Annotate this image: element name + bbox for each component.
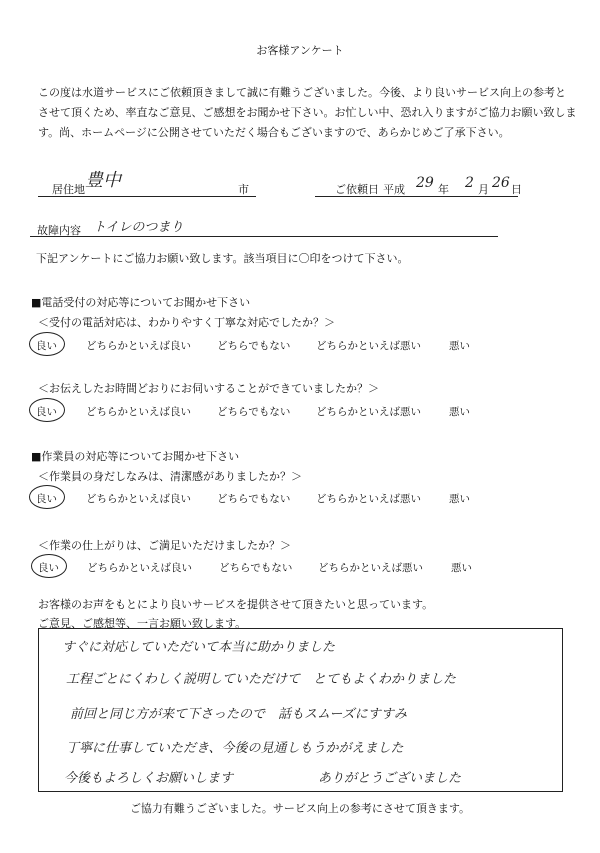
comment-line-1: すぐに対応していただいて本当に助かりました (62, 640, 336, 655)
q1-option-neutral: どちらでもない (217, 340, 291, 352)
comment-line-4: 丁寧に仕事していただき、今後の見通しもうかがえました (66, 741, 404, 756)
q3-option-somewhat-good: どちらかといえば良い (86, 493, 191, 505)
q1-answer-circle (29, 332, 65, 356)
request-date-era: 平成 (383, 183, 405, 196)
request-date-year: 29 (416, 175, 434, 191)
q2-text: ＜お伝えしたお時間どおりにお伺いすることができていましたか？＞ (38, 382, 379, 395)
issue-label: 故障内容 (37, 224, 81, 237)
comment-line-5: 今後もよろしくお願いします (64, 771, 234, 786)
q1-option-somewhat-bad: どちらかといえば悪い (316, 340, 421, 352)
q3-option-somewhat-bad: どちらかといえば悪い (316, 493, 421, 505)
q3-text: ＜作業員の身だしなみは、清潔感がありましたか？＞ (38, 470, 302, 483)
comment-line-2: 工程ごとにくわしく説明していただけて とてもよくわかりました (66, 672, 457, 687)
q3-answer-circle (29, 485, 65, 509)
intro-line-1: この度は水道サービスにご依頼頂きまして誠に有難うございました。今後、より良いサービス向上の参考と (38, 86, 566, 99)
request-date-year-unit: 年 (438, 183, 449, 196)
request-date-label: ご依頼日 (335, 183, 379, 196)
comment-line-6: ありがとうございました (318, 771, 462, 786)
request-date-month-unit: 月 (478, 183, 489, 196)
residence-value: 豊中 (85, 170, 121, 191)
request-date-day: 26 (492, 175, 510, 191)
q4-option-neutral: どちらでもない (219, 562, 293, 574)
section2-heading: ■作業員の対応等についてお聞かせ下さい (31, 450, 240, 463)
comments-label: ご意見、ご感想等、一言お願い致します。 (38, 617, 247, 630)
q1-text: ＜受付の電話対応は、わかりやすく丁寧な対応でしたか？＞ (38, 316, 335, 329)
q2-option-good: 良い (36, 406, 57, 418)
q4-option-good: 良い (38, 562, 59, 574)
q1-option-bad: 悪い (449, 340, 470, 352)
footer-text: ご協力有難うございました。サービス向上の参考にさせて頂きます。 (129, 802, 471, 815)
q1-option-good: 良い (36, 340, 57, 352)
issue-underline (30, 236, 498, 237)
q4-option-somewhat-bad: どちらかといえば悪い (318, 562, 423, 574)
q4-answer-circle (31, 554, 67, 578)
section1-heading: ■電話受付の対応等についてお聞かせ下さい (31, 296, 251, 309)
q4-text: ＜作業の仕上がりは、ご満足いただけましたか？＞ (38, 539, 291, 552)
q4-option-somewhat-good: どちらかといえば良い (87, 562, 192, 574)
q2-option-neutral: どちらでもない (217, 406, 291, 418)
q3-option-neutral: どちらでもない (217, 493, 291, 505)
q1-option-somewhat-good: どちらかといえば良い (86, 340, 191, 352)
q2-option-somewhat-good: どちらかといえば良い (86, 406, 191, 418)
request-date-underline (315, 196, 518, 197)
issue-value: トイレのつまり (93, 220, 184, 235)
comments-intro: お客様のお声をもとにより良いサービスを提供させて頂きたいと思っています。 (38, 598, 434, 611)
request-date-day-unit: 日 (511, 183, 522, 196)
page-title: お客様アンケート (256, 44, 344, 57)
intro-line-2: させて頂くため、率直なご意見、ご感想をお聞かせ下さい。お忙しい中、恐れ入りますがご協力お願い致しま (38, 106, 577, 119)
q3-option-bad: 悪い (449, 493, 470, 505)
q2-option-somewhat-bad: どちらかといえば悪い (316, 406, 421, 418)
intro-line-3: す。尚、ホームページに公開させていただく場合もございますので、あらかじめご了承下さい。 (38, 126, 510, 139)
residence-label: 居住地 (52, 183, 85, 196)
q2-answer-circle (29, 398, 65, 422)
comment-line-3: 前回と同じ方が来て下さったので 話もスムーズにすすみ (70, 707, 407, 722)
request-date-month: 2 (465, 175, 474, 191)
residence-underline (38, 196, 256, 197)
residence-suffix: 市 (238, 183, 249, 196)
q2-option-bad: 悪い (449, 406, 470, 418)
instruction-text: 下記アンケートにご協力お願い致します。該当項目に〇印をつけて下さい。 (36, 252, 409, 265)
q4-option-bad: 悪い (451, 562, 472, 574)
q3-option-good: 良い (36, 493, 57, 505)
